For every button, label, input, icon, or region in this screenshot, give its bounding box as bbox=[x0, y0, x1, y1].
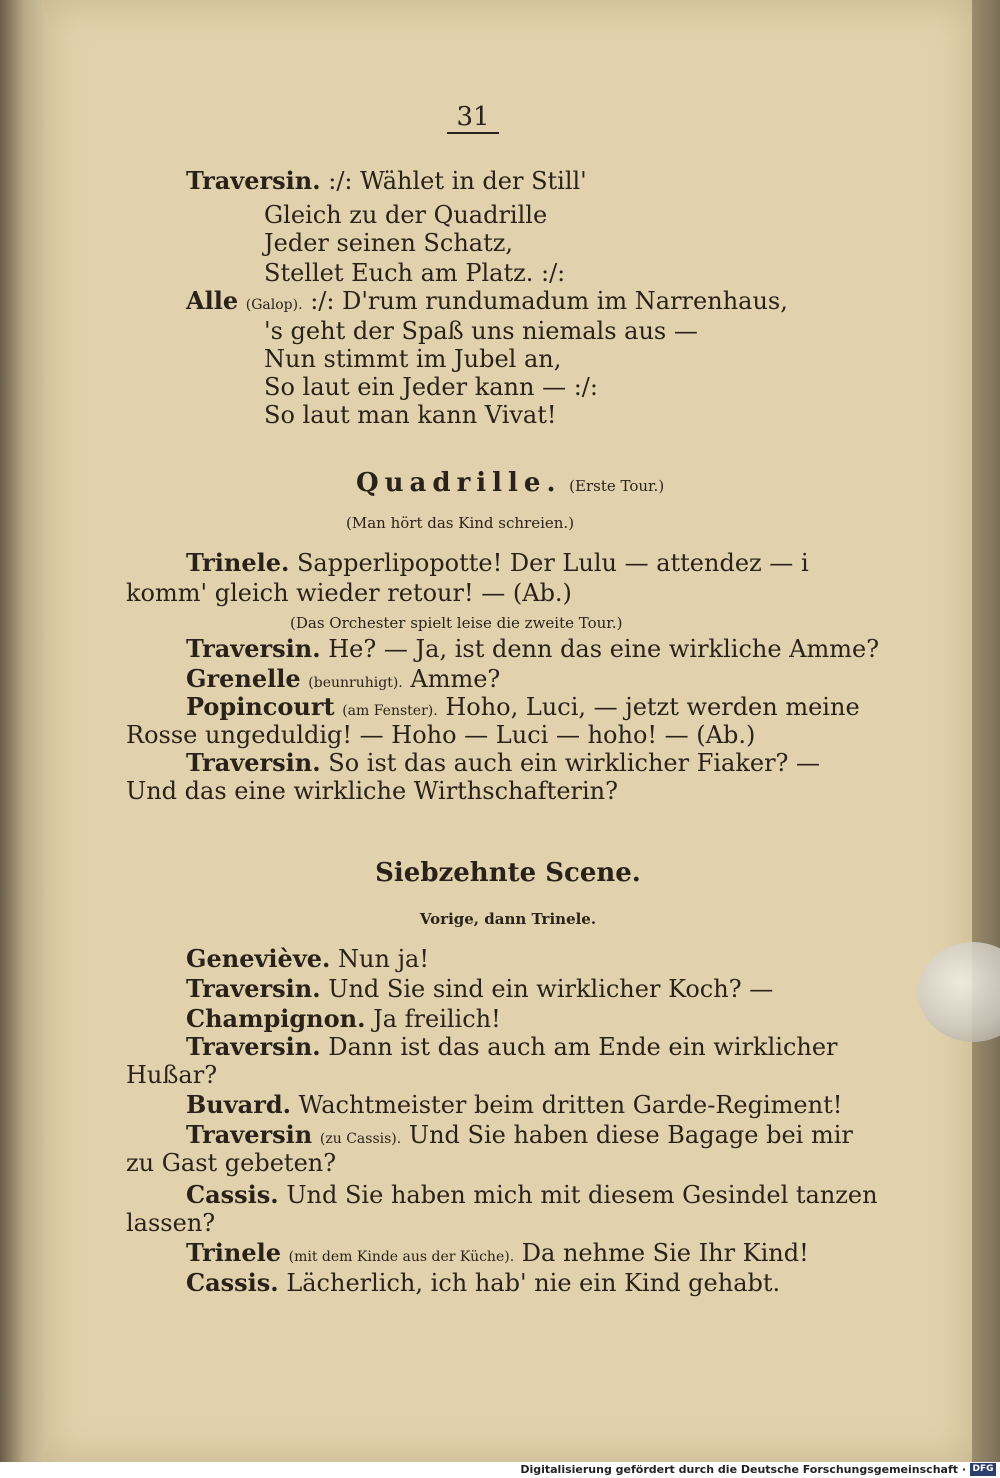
song-line: Stellet Euch am Platz. :/: bbox=[264, 259, 566, 287]
dialogue-line: lassen? bbox=[126, 1209, 216, 1237]
speaker-name: Alle bbox=[186, 286, 239, 315]
song-text: :/: D'rum rundumadum im Narrenhaus, bbox=[310, 287, 788, 315]
speaker-name: Traversin. bbox=[186, 1032, 321, 1061]
page-edge bbox=[972, 0, 1000, 1462]
song-text: :/: Wählet in der Still' bbox=[328, 167, 587, 195]
dialogue-text: Lächerlich, ich hab' nie ein Kind gehabt. bbox=[286, 1269, 781, 1297]
dialogue-line bbox=[186, 944, 429, 974]
dialogue-text: Und Sie haben diese Bagage bei mir bbox=[408, 1121, 853, 1149]
dialogue-text: Ja freilich! bbox=[373, 1005, 501, 1033]
speaker-name: Grenelle bbox=[186, 664, 301, 693]
speaker-name: Trinele bbox=[186, 1238, 281, 1267]
dialogue-line: Rosse ungeduldig! — Hoho — Luci — hoho! — (Ab.) bbox=[126, 721, 756, 749]
speaker-name: Traversin. bbox=[186, 634, 321, 663]
stage-direction: (Galop). bbox=[245, 297, 303, 313]
song-line: Jeder seinen Schatz, bbox=[264, 229, 513, 257]
dialogue-line bbox=[186, 974, 773, 1004]
dialogue-line bbox=[186, 1180, 878, 1210]
scene-heading: Siebzehnte Scene. bbox=[375, 858, 641, 888]
song-line: Gleich zu der Quadrille bbox=[264, 201, 548, 229]
dialogue-text: He? — Ja, ist denn das eine wirkliche Amme? bbox=[328, 635, 880, 663]
dfg-logo: DFG bbox=[970, 1463, 996, 1476]
song-line bbox=[186, 286, 788, 320]
dialogue-text: Da nehme Sie Ihr Kind! bbox=[521, 1239, 809, 1267]
digitization-footer bbox=[0, 1462, 1000, 1478]
dialogue-text: Wachtmeister beim dritten Garde-Regiment! bbox=[298, 1091, 843, 1119]
dialogue-text: Und Sie sind ein wirklicher Koch? — bbox=[328, 975, 774, 1003]
dialogue-line bbox=[186, 748, 820, 778]
speaker-name: Traversin. bbox=[186, 748, 321, 777]
song-line: 's geht der Spaß uns niemals aus — bbox=[264, 317, 698, 345]
dialogue-line bbox=[186, 548, 809, 578]
speaker-name: Buvard. bbox=[186, 1090, 292, 1119]
speaker-name: Traversin. bbox=[186, 166, 321, 195]
dialogue-text: Und Sie haben mich mit diesem Gesindel tanzen bbox=[286, 1181, 878, 1209]
speaker-name: Champignon. bbox=[186, 1004, 366, 1033]
stage-direction: (Das Orchester spielt leise die zweite Tour.) bbox=[290, 614, 623, 632]
dialogue-line: Hußar? bbox=[126, 1061, 218, 1089]
quadrille-tour: (Erste Tour.) bbox=[569, 477, 665, 495]
speaker-name: Popincourt bbox=[186, 692, 335, 721]
song-line bbox=[186, 166, 587, 196]
speaker-name: Cassis. bbox=[186, 1180, 279, 1209]
scene-subheading: Vorige, dann Trinele. bbox=[419, 910, 597, 928]
stage-direction: (Man hört das Kind schreien.) bbox=[346, 514, 575, 532]
quadrille-title: Quadrille. bbox=[356, 468, 562, 498]
dialogue-line bbox=[186, 1090, 842, 1120]
speaker-name: Traversin. bbox=[186, 974, 321, 1003]
dialogue-line bbox=[186, 634, 879, 664]
dialogue-line bbox=[186, 1004, 501, 1034]
stage-direction: (beunruhigt). bbox=[308, 675, 403, 691]
stage-direction: (mit dem Kinde aus der Küche). bbox=[288, 1249, 515, 1265]
speaker-name: Traversin bbox=[186, 1120, 313, 1149]
dialogue-line bbox=[186, 1238, 809, 1272]
song-line: Nun stimmt im Jubel an, bbox=[264, 345, 562, 373]
stage-direction: (zu Cassis). bbox=[319, 1131, 402, 1147]
quadrille-heading bbox=[356, 468, 664, 501]
dialogue-text: Hoho, Luci, — jetzt werden meine bbox=[445, 693, 860, 721]
dialogue-line: Und das eine wirkliche Wirthschafterin? bbox=[126, 777, 618, 805]
dialogue-line: komm' gleich wieder retour! — (Ab.) bbox=[126, 579, 572, 607]
speaker-name: Cassis. bbox=[186, 1268, 279, 1297]
dialogue-text: Sapperlipopotte! Der Lulu — attendez — i bbox=[296, 549, 809, 577]
dialogue-line bbox=[186, 1268, 780, 1298]
song-line: So laut ein Jeder kann — :/: bbox=[264, 373, 598, 401]
dialogue-text: Nun ja! bbox=[338, 945, 429, 973]
dialogue-text: So ist das auch ein wirklicher Fiaker? — bbox=[328, 749, 821, 777]
book-spine bbox=[0, 0, 44, 1478]
stage-direction: (am Fenster). bbox=[342, 703, 438, 719]
speaker-name: Trinele. bbox=[186, 548, 290, 577]
song-line: So laut man kann Vivat! bbox=[264, 401, 557, 429]
dialogue-text: Amme? bbox=[410, 665, 501, 693]
dialogue-line: zu Gast gebeten? bbox=[126, 1149, 337, 1177]
dialogue-text: Dann ist das auch am Ende ein wirklicher bbox=[328, 1033, 838, 1061]
dialogue-line bbox=[186, 1032, 838, 1062]
footer-text: Digitalisierung gefördert durch die Deutsche Forschungsgemeinschaft · bbox=[520, 1463, 966, 1476]
speaker-name: Geneviève. bbox=[186, 944, 331, 973]
page-number: 31 bbox=[447, 102, 499, 134]
